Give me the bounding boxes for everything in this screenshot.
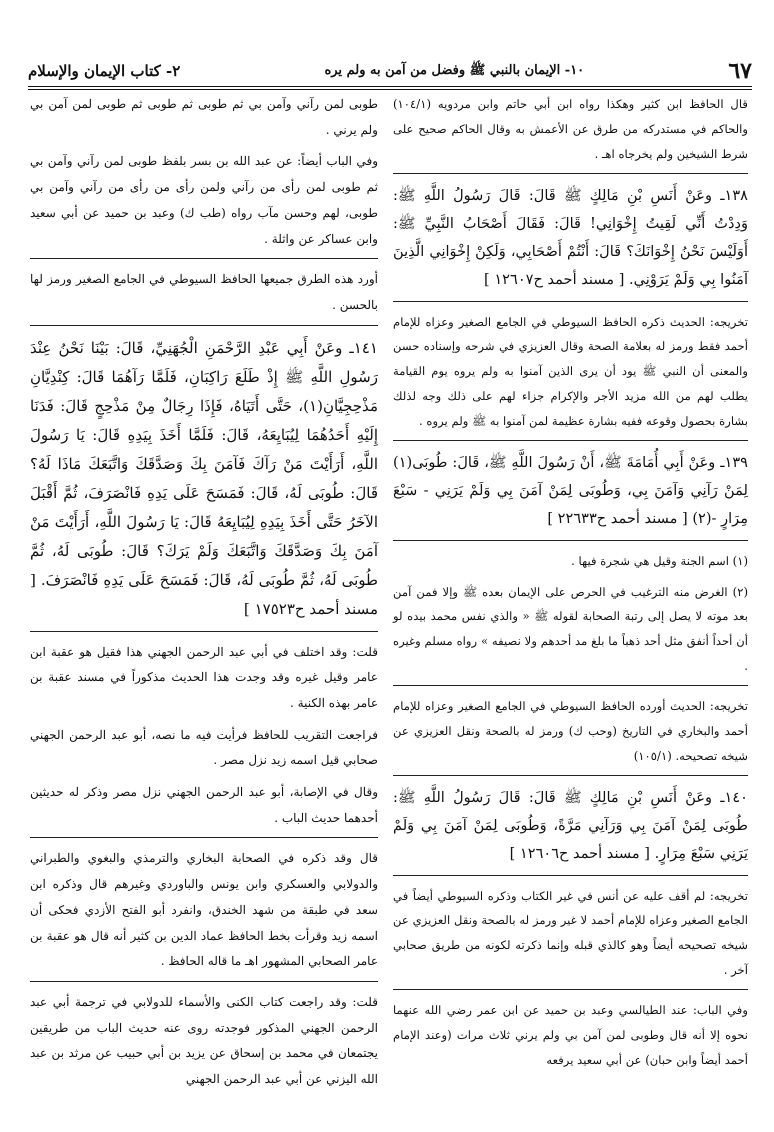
section-divider: [30, 631, 378, 632]
page-header: [28, 58, 752, 84]
section-divider: [30, 258, 378, 259]
section-divider: [393, 685, 748, 686]
right-column: [393, 92, 748, 1079]
left-column: [30, 92, 378, 1099]
commentary-paragraph: طوبى لمن رآني وآمن بي ثم طوبى ثم طوبى ثم طوبى لمن آمن بي ولم يرني .: [30, 97, 378, 137]
section-divider: [393, 875, 748, 876]
commentary-paragraph: أورد هذه الطرق جميعها الحافظ السيوطي في الجامع الصغير ورمز لها بالحسن .: [30, 272, 378, 312]
header-rule: [28, 89, 752, 90]
section-divider: [393, 173, 748, 174]
commentary-paragraph: تخريجه: الحديث أورده الحافظ السيوطي في الجامع الصغير وعزاه للإمام أحمد والبخاري في التاريخ (وحب ك) ورمز له بالصحة ونقل العزيزي عن شيخه تصحيحه. (١٠٥/١): [393, 699, 748, 764]
commentary-paragraph: فراجعت التقريب للحافظ فرأيت فيه ما نصه، أبو عبد الرحمن الجهني صحابي قيل اسمه زيد نزل مصر .: [30, 727, 378, 768]
commentary-paragraph: قال الحافظ ابن كثير وهكذا رواه ابن أبي حاتم وابن مردويه (١٠٤/١) والحاكم في مستدركه من طرق عن الأعمش به وقال الحاكم صحيح على شرط الشيخين ولم يخرجاه اهـ .: [393, 97, 748, 161]
commentary-paragraph: وقال في الإصابة، أبو عبد الرحمن الجهني نزل مصر وذكر له حديثين أحدهما حديث الباب .: [30, 785, 378, 825]
book-title: ٢- كتاب الإيمان والإسلام: [28, 62, 181, 80]
commentary-paragraph: تخريجه: الحديث ذكره الحافظ السيوطي في الجامع الصغير وعزاه للإمام أحمد فقط ورمز له بعلامة الصحة وقال العزيزي في شرحه وإسناده حسن والمعنى أن النبي ﷺ يود أن يرى الذين آمنوا به ولم يروه يوم القيامة يطلب لهم من الله مزيد الأجر والإكرام جزاء لهم على ذلك وجه لذلك بشارة بحصول وقوعه ففيه بشارة عظيمة لمن آمنوا به ﷺ ولم يروه .: [393, 314, 748, 429]
section-divider: [30, 837, 378, 838]
hadith-text: ١٣٩ـ وعَنْ أَبِي أُمَامَةَ ﷺ، أَنْ رَسُولَ اللَّهِ ﷺ، قَالَ: طُوبَى(١) لِمَنْ رَآنِي وَآمَنَ بِي، وَطُوبَى لِمَنْ آمَنَ بِي وَلَمْ يَرَنِي - سَبْعَ مِرَارٍ -(٢) [ مسند أحمد ح٢٢٦٣٣ ]: [393, 454, 748, 528]
page-number: ٦٧: [728, 58, 752, 84]
commentary-paragraph: قال وقد ذكره في الصحابة البخاري والترمذي والبغوي والطبراني والدولابي والعسكري وابن يونس والباوردي وغيرهم قال وذكره ابن سعد في طبقة من شهد الخندق، وانفرد أبو الفتح الأزدي فحكى أن اسمه زيد وقرأت بخط الحافظ عماد الدين بن كثير أنه قال هو عقبة بن عامر الصحابي المشهور اهـ ما قاله الحافظ .: [30, 851, 378, 969]
hadith-text: ١٣٨ـ وعَنْ أَنَسِ بْنِ مَالِكٍ ﷺ قَالَ: قَالَ رَسُولُ اللَّهِ ﷺ: وَدِدْتُ أَنِّي لَقِيتُ إِخْوَانِي! قَالَ: فَقَالَ أَصْحَابُ النَّبِيِّ ﷺ: أَوَلَيْسَ نَحْنُ إِخْوَانَكَ؟ قَالَ: أَنْتُمْ أَصْحَابِي، وَلَكِنْ إِخْوَانِي الَّذِينَ آمَنُوا بِي وَلَمْ يَرَوْنِي. [ مسند أحمد ح١٢٦٠٧ ]: [393, 186, 748, 289]
commentary-paragraph: قلت: وقد راجعت كتاب الكنى والأسماء للدولابي في ترجمة أبي عبد الرحمن الجهني المذكور فوجدته روى عنه حديث الباب من طريقين يجتمعان في محمد بن إسحاق عن يزيد بن أبي حبيب عن مرثد بن عبد الله اليزني عن أبي عبد الرحمن الجهني: [30, 995, 378, 1087]
header-rule: [28, 86, 752, 87]
section-divider: [393, 540, 748, 541]
commentary-paragraph: (١) اسم الجنة وقيل هي شجرة فيها .: [571, 553, 748, 568]
commentary-paragraph: وفي الباب: عند الطيالسي وعبد بن حميد عن ابن عمر رضي الله عنهما نحوه إلا أنه قال وطوبى لمن آمن بي ولم يرني ثلاث مرات (وعند الإمام أحمد أيضاً وابن حبان) عن أبي سعيد يرفعه: [393, 1003, 748, 1067]
commentary-paragraph: (٢) الغرض منه الترغيب في الحرص على الإيمان بعده ﷺ وإلا فمن آمن بعد موته لا يصل إلى رتبة الصحابة لقوله ﷺ « والذي نفس محمد بيده لو أن أحداً أنفق مثل أحد ذهباً ما بلغ مد أحدهم ولا نصيفه » رواه مسلم وغيره .: [393, 584, 748, 674]
commentary-paragraph: وفي الباب أيضاً: عن عبد الله بن بسر بلفظ طوبى لمن رآني وآمن بي ثم طوبى لمن رأى من رآني ولمن رأى من رأى من رآني وآمن بي طوبى، لهم وحسن مآب رواه (طب ك) وعبد بن حميد عن أبي سعيد وابن عساكر عن واثلة .: [30, 154, 378, 246]
commentary-paragraph: قلت: وقد اختلف في أبي عبد الرحمن الجهني هذا فقيل هو عقبة ابن عامر وقيل غيره وقد وجدت هذا الحديث مذكوراً في مسند عقبة بن عامر بهذه الكنية .: [30, 644, 378, 710]
section-divider: [30, 981, 378, 982]
section-divider: [393, 989, 748, 990]
section-divider: [30, 325, 378, 326]
section-divider: [393, 440, 748, 441]
hadith-text: ١٤٠ـ وعَنْ أَنَسِ بْنِ مَالِكٍ ﷺ قَالَ: قَالَ رَسُولُ اللَّهِ ﷺ: طُوبَى لِمَنْ آمَنَ بِي وَرَآنِي مَرَّةً، وَطُوبَى لِمَنْ آمَنَ بِي وَلَمْ يَرَنِي سَبْعَ مِرَارٍ. [ مسند أحمد ح١٢٦٠٦ ]: [393, 788, 748, 863]
section-divider: [393, 301, 748, 302]
hadith-text: ١٤١ـ وعَنْ أَبِي عَبْدِ الرَّحْمَنِ الْجُهَنِيِّ، قَالَ: بَيْنَا نَحْنُ عِنْدَ رَسُولِ اللَّهِ ﷺ إِذْ طَلَعَ رَاكِبَانِ، فَلَمَّا رَآهُمَا قَالَ: كِنْدِيَّانِ مَذْحِجِيَّانِ(١)، حَتَّى أَتَيَاهُ، فَإِذَا رِجَالٌ مِنْ مَذْحِجٍ قَالَ: فَدَنَا إِلَيْهِ أَحَدُهُمَا لِيُبَايِعَهُ، قَالَ: فَلَمَّا أَخَذَ بِيَدِهِ قَالَ: يَا رَسُولَ اللَّهِ، أَرَأَيْتَ مَنْ رَآكَ فَآمَنَ بِكَ وَصَدَّقَكَ وَاتَّبَعَكَ مَاذَا لَهُ؟ قَالَ: طُوبَى لَهُ، قَالَ: فَمَسَحَ عَلَى يَدِهِ فَانْصَرَفَ، ثُمَّ أَقْبَلَ الآخَرُ حَتَّى أَخَذَ بِيَدِهِ لِيُبَايِعَهُ قَالَ: يَا رَسُولَ اللَّهِ، أَرَأَيْتَ مَنْ آمَنَ بِكَ وَصَدَّقَكَ وَاتَّبَعَكَ وَلَمْ يَرَكَ؟ قَالَ: طُوبَى لَهُ، ثُمَّ طُوبَى لَهُ، ثُمَّ طُوبَى لَهُ، قَالَ: فَمَسَحَ عَلَى يَدِهِ فَانْصَرَفَ. [ مسند أحمد ح١٧٥٢٣ ]: [30, 338, 378, 619]
section-divider: [393, 775, 748, 776]
commentary-paragraph: تخريجه: لم أقف عليه عن أنس في غير الكتاب وذكره السيوطي أيضاً في الجامع الصغير وعزاه للإمام أحمد لا غير ورمز له بالصحة ونقل العزيزي عن شيخه تصحيحه أيضاً وهو كالذي قبله وإنما ذكرته لكونه من طريق صحابي آخر .: [393, 888, 748, 978]
section-title: ١٠- الإيمان بالنبي ﷺ وفضل من آمن به ولم يره: [324, 62, 585, 78]
